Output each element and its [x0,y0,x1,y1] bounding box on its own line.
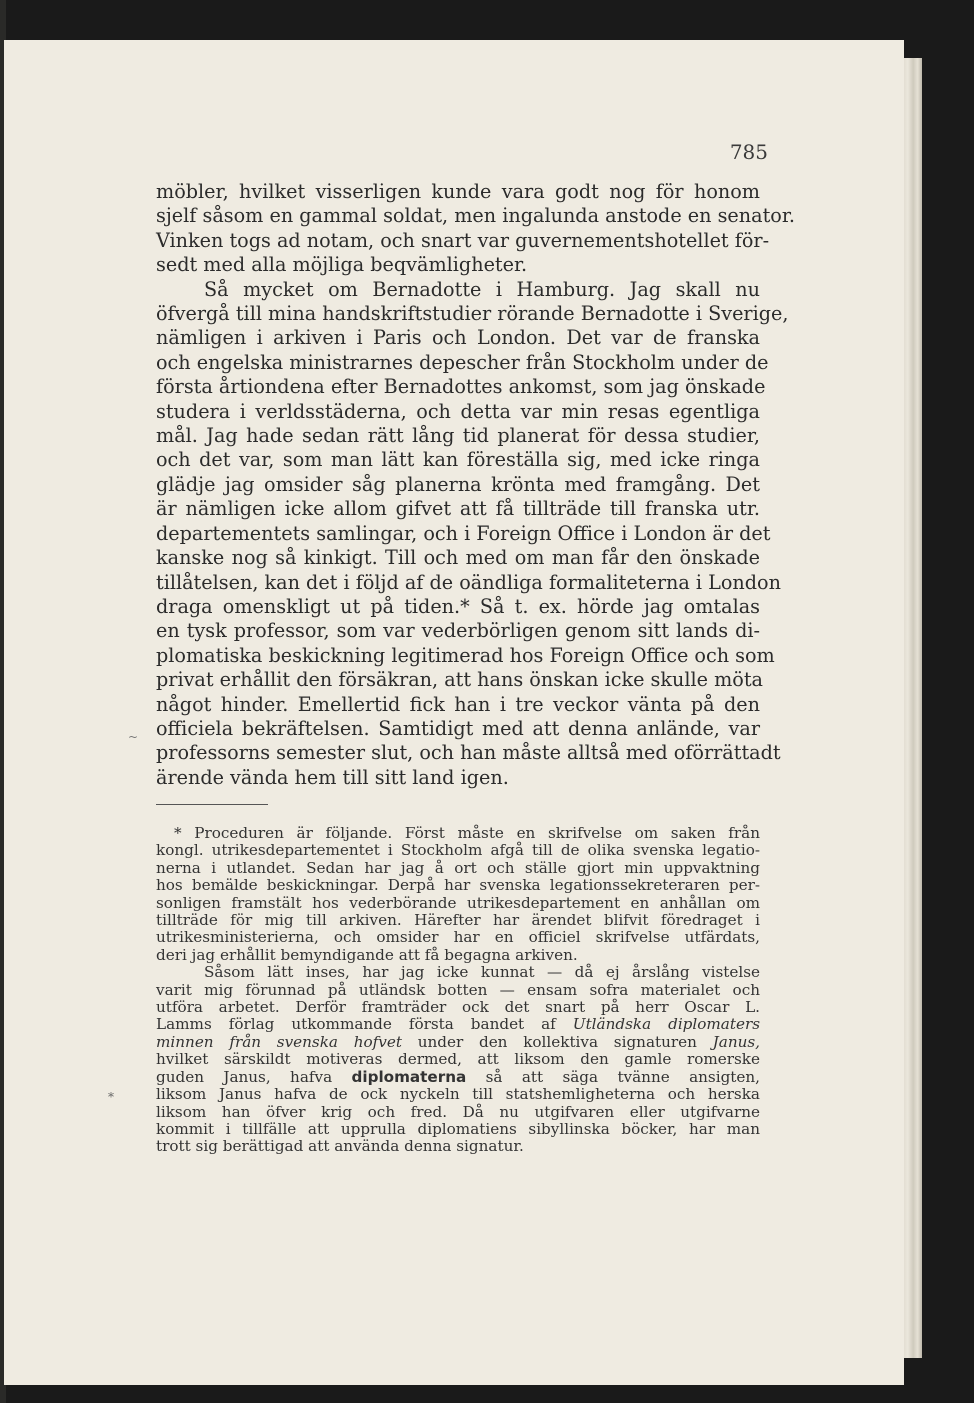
body-line: öfvergå till mina handskriftstudier rörande Bernadotte i Sverige, [156,302,789,326]
footnote-line: utrikesministerierna, och omsider har en officiel skrifvelse utfärdats, [156,928,760,947]
body-text [156,180,796,790]
footnote [156,825,760,1156]
body-line: Vinken togs ad notam, och snart var guvernementshotellet för- [156,228,770,252]
page-number: 785 [729,140,768,164]
body-line: sedt med alla möjliga beqvämligheter. [156,253,528,277]
body-line: officiela bekräftelsen. Samtidigt med att denna anlände, var [156,716,760,740]
body-line: sjelf såsom en gammal soldat, men ingalunda anstode en senator. [156,204,796,228]
margin-pencil-mark: ~ [128,730,139,744]
body-line: och det var, som man lätt kan föreställa sig, med icke ringa [156,448,760,472]
footnote-line: liksom Janus hafva de ock nyckeln till statshemligheterna och herska [156,1085,760,1104]
footnote-line: nerna i utlandet. Sedan har jag å ort och ställe gjort min uppvaktning [156,858,760,877]
footnote-line: liksom han öfver krig och fred. Då nu utgifvaren eller utgifvarne [156,1102,760,1121]
footnote-text: guden Janus, hafva [156,1067,352,1086]
footnote-line [156,1016,760,1033]
footnote-line: utföra arbetet. Derför framträder ock det snart på herr Oscar L. [156,998,760,1017]
footnote-line: hos bemälde beskickningar. Derpå har svenska legationssekreteraren per- [156,876,760,895]
body-line: och engelska ministrarnes depescher från Stockholm under de [156,350,769,374]
footnote-text: under den kollektiva signaturen [401,1032,713,1051]
body-line: ärende vända hem till sitt land igen. [156,765,509,789]
body-line: professorns semester slut, och han måste alltså med oförrättadt [156,741,781,765]
footnote-line [156,1069,760,1086]
footnote-line: Såsom lätt inses, har jag icke kunnat — då ej årslång vistelse [204,963,760,982]
footnote-text: så att säga tvänne ansigten, [466,1067,760,1086]
body-line: är nämligen icke allom gifvet att få tillträde till franska utr. [156,497,760,521]
footnote-line: tillträde för mig till arkiven. Härefter har ärendet blifvit föredraget i [156,911,760,930]
body-line: första årtiondena efter Bernadottes ankomst, som jag önskade [156,375,766,399]
body-line: möbler, hvilket visserligen kunde vara godt nog för honom [156,180,760,203]
footnote-line: * Proceduren är följande. Först måste en skrifvelse om saken från [174,824,760,842]
footnote-line: trott sig berättigad att använda denna signatur. [156,1137,524,1156]
body-line: departementets samlingar, och i Foreign Office i London är det [156,521,771,545]
body-line: mål. Jag hade sedan rätt lång tid planerat för dessa studier, [156,424,760,448]
book-title: minnen från svenska hofvet [156,1032,402,1051]
body-line: tillåtelsen, kan det i följd af de oändliga formaliteterna i London [156,570,781,594]
body-line: Så mycket om Bernadotte i Hamburg. Jag skall nu [204,277,760,301]
body-line: en tysk professor, som var vederbörligen genom sitt lands di- [156,619,760,643]
body-line: något hinder. Emellertid fick han i tre veckor vänta på den [156,692,760,716]
body-line: kanske nog så kinkigt. Till och med om man får den önskade [156,546,760,570]
signature-name: Janus, [712,1032,760,1051]
footnote-line: kommit i tillfälle att upprulla diplomatiens sibyllinska böcker, har man [156,1119,760,1138]
footnote-line: hvilket särskildt motiveras dermed, att liksom den gamle romerske [156,1050,760,1069]
book-title: Utländska diplomaters [572,1015,760,1034]
emphasized-word: diplomaterna [351,1067,467,1086]
margin-mark: * [108,1090,114,1104]
body-line: nämligen i arkiven i Paris och London. Det var de franska [156,326,760,350]
body-line: studera i verldsstäderna, och detta var min resas egentliga [156,399,760,423]
body-line: plomatiska beskickning legitimerad hos Foreign Office och som [156,643,775,667]
footnote-line: kongl. utrikesdepartementet i Stockholm afgå till de olika svenska legatio- [156,841,760,860]
footnote-line: varit mig förunnad på utländsk botten — ensam sofra materialet och [156,980,760,999]
footnote-line: sonligen framstält hos vederbörande utrikesdepartement en anhållan om [156,893,760,912]
footnote-line [156,1034,760,1051]
footnote-line: deri jag erhållit bemyndigande att få begagna arkiven. [156,945,578,964]
footnote-text: Lamms förlag utkommande första bandet af [156,1015,573,1034]
body-line: privat erhållit den försäkran, att hans önskan icke skulle möta [156,668,763,692]
body-line: draga omenskligt ut på tiden.* Så t. ex. hörde jag omtalas [156,594,760,618]
footnote-rule [156,804,268,805]
body-line: glädje jag omsider såg planerna krönta med framgång. Det [156,472,760,496]
